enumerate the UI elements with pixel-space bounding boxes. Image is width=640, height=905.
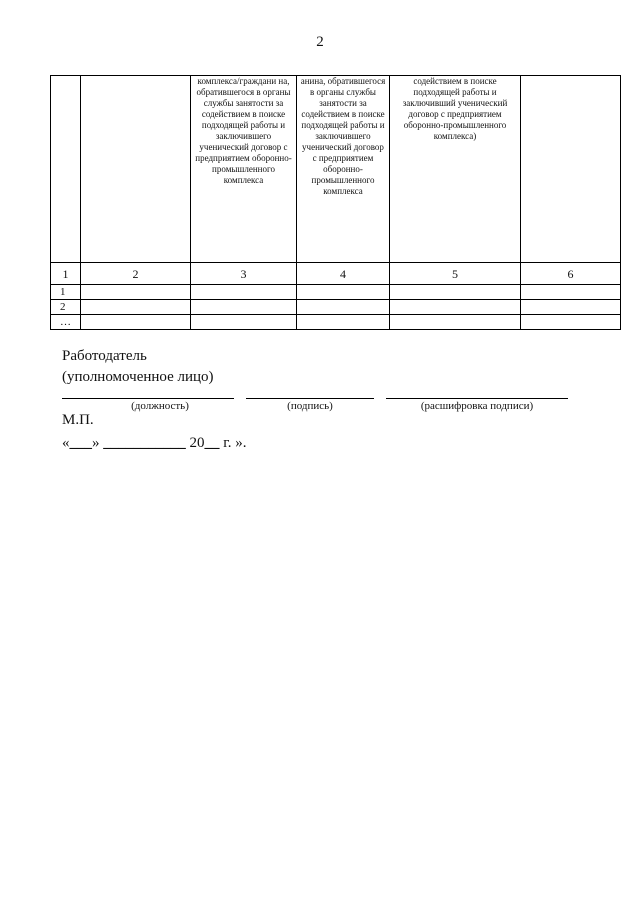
signature-line xyxy=(246,398,374,399)
table-row xyxy=(51,300,621,315)
table-header-row xyxy=(51,76,621,263)
column-number: 1 xyxy=(51,263,81,285)
date-open-quote: « xyxy=(62,435,70,451)
header-cell-3: комплекса/граждани на, обратившегося в органы службы занятости за содействием в поиске подходящей работы и заключившего ученический договор с предприятием оборонно-промышленного комплекса xyxy=(191,76,297,263)
header-cell-2 xyxy=(81,76,191,263)
date-year-prefix: 20 xyxy=(189,435,205,451)
position-line xyxy=(62,398,234,399)
table-cell xyxy=(521,285,621,300)
position-caption: (должность) xyxy=(131,400,189,412)
employer-subtitle: (уполномоченное лицо) xyxy=(62,369,214,385)
table-cell xyxy=(81,285,191,300)
table-cell xyxy=(191,300,297,315)
row-number: 2 xyxy=(51,300,81,315)
date-month-blank: ___________ xyxy=(103,435,186,451)
table-cell xyxy=(191,285,297,300)
column-number: 4 xyxy=(297,263,390,285)
table-cell xyxy=(191,315,297,330)
table-cell xyxy=(390,315,521,330)
header-cell-5: содействием в поиске подходящей работы и заключивший ученический договор с предприятием оборонно-промышленного комплекса) xyxy=(390,76,521,263)
employer-title: Работодатель xyxy=(62,348,147,364)
page-number: 2 xyxy=(316,34,324,50)
row-number: … xyxy=(51,315,81,330)
date-day-blank: ___ xyxy=(69,435,92,451)
row-number: 1 xyxy=(51,285,81,300)
date-close-quote: » xyxy=(92,435,100,451)
table-row xyxy=(51,285,621,300)
column-number-row xyxy=(51,263,621,285)
date-line xyxy=(62,433,246,453)
header-cell-1 xyxy=(51,76,81,263)
table-cell xyxy=(81,300,191,315)
employer-block xyxy=(62,346,214,388)
date-year-blank: __ xyxy=(204,435,220,451)
table-cell xyxy=(297,285,390,300)
decryption-caption: (расшифровка подписи) xyxy=(420,400,534,412)
table-cell xyxy=(390,300,521,315)
table-cell xyxy=(521,300,621,315)
table-cell xyxy=(521,315,621,330)
column-number: 5 xyxy=(390,263,521,285)
form-table xyxy=(50,75,621,330)
header-cell-4: анина, обратившегося в органы службы занятости за содействием в поиске подходящей работы и заключившего ученический договор с предприятием оборонно-промышленного комплекса xyxy=(297,76,390,263)
signature-caption: (подпись) xyxy=(287,400,333,412)
date-suffix: г. ». xyxy=(223,435,247,451)
table-row xyxy=(51,315,621,330)
column-number: 6 xyxy=(521,263,621,285)
table-cell xyxy=(390,285,521,300)
header-cell-6 xyxy=(521,76,621,263)
stamp-label: М.П. xyxy=(62,412,94,428)
decryption-line xyxy=(386,398,568,399)
table-cell xyxy=(297,315,390,330)
table-cell xyxy=(297,300,390,315)
table-cell xyxy=(81,315,191,330)
column-number: 3 xyxy=(191,263,297,285)
column-number: 2 xyxy=(81,263,191,285)
